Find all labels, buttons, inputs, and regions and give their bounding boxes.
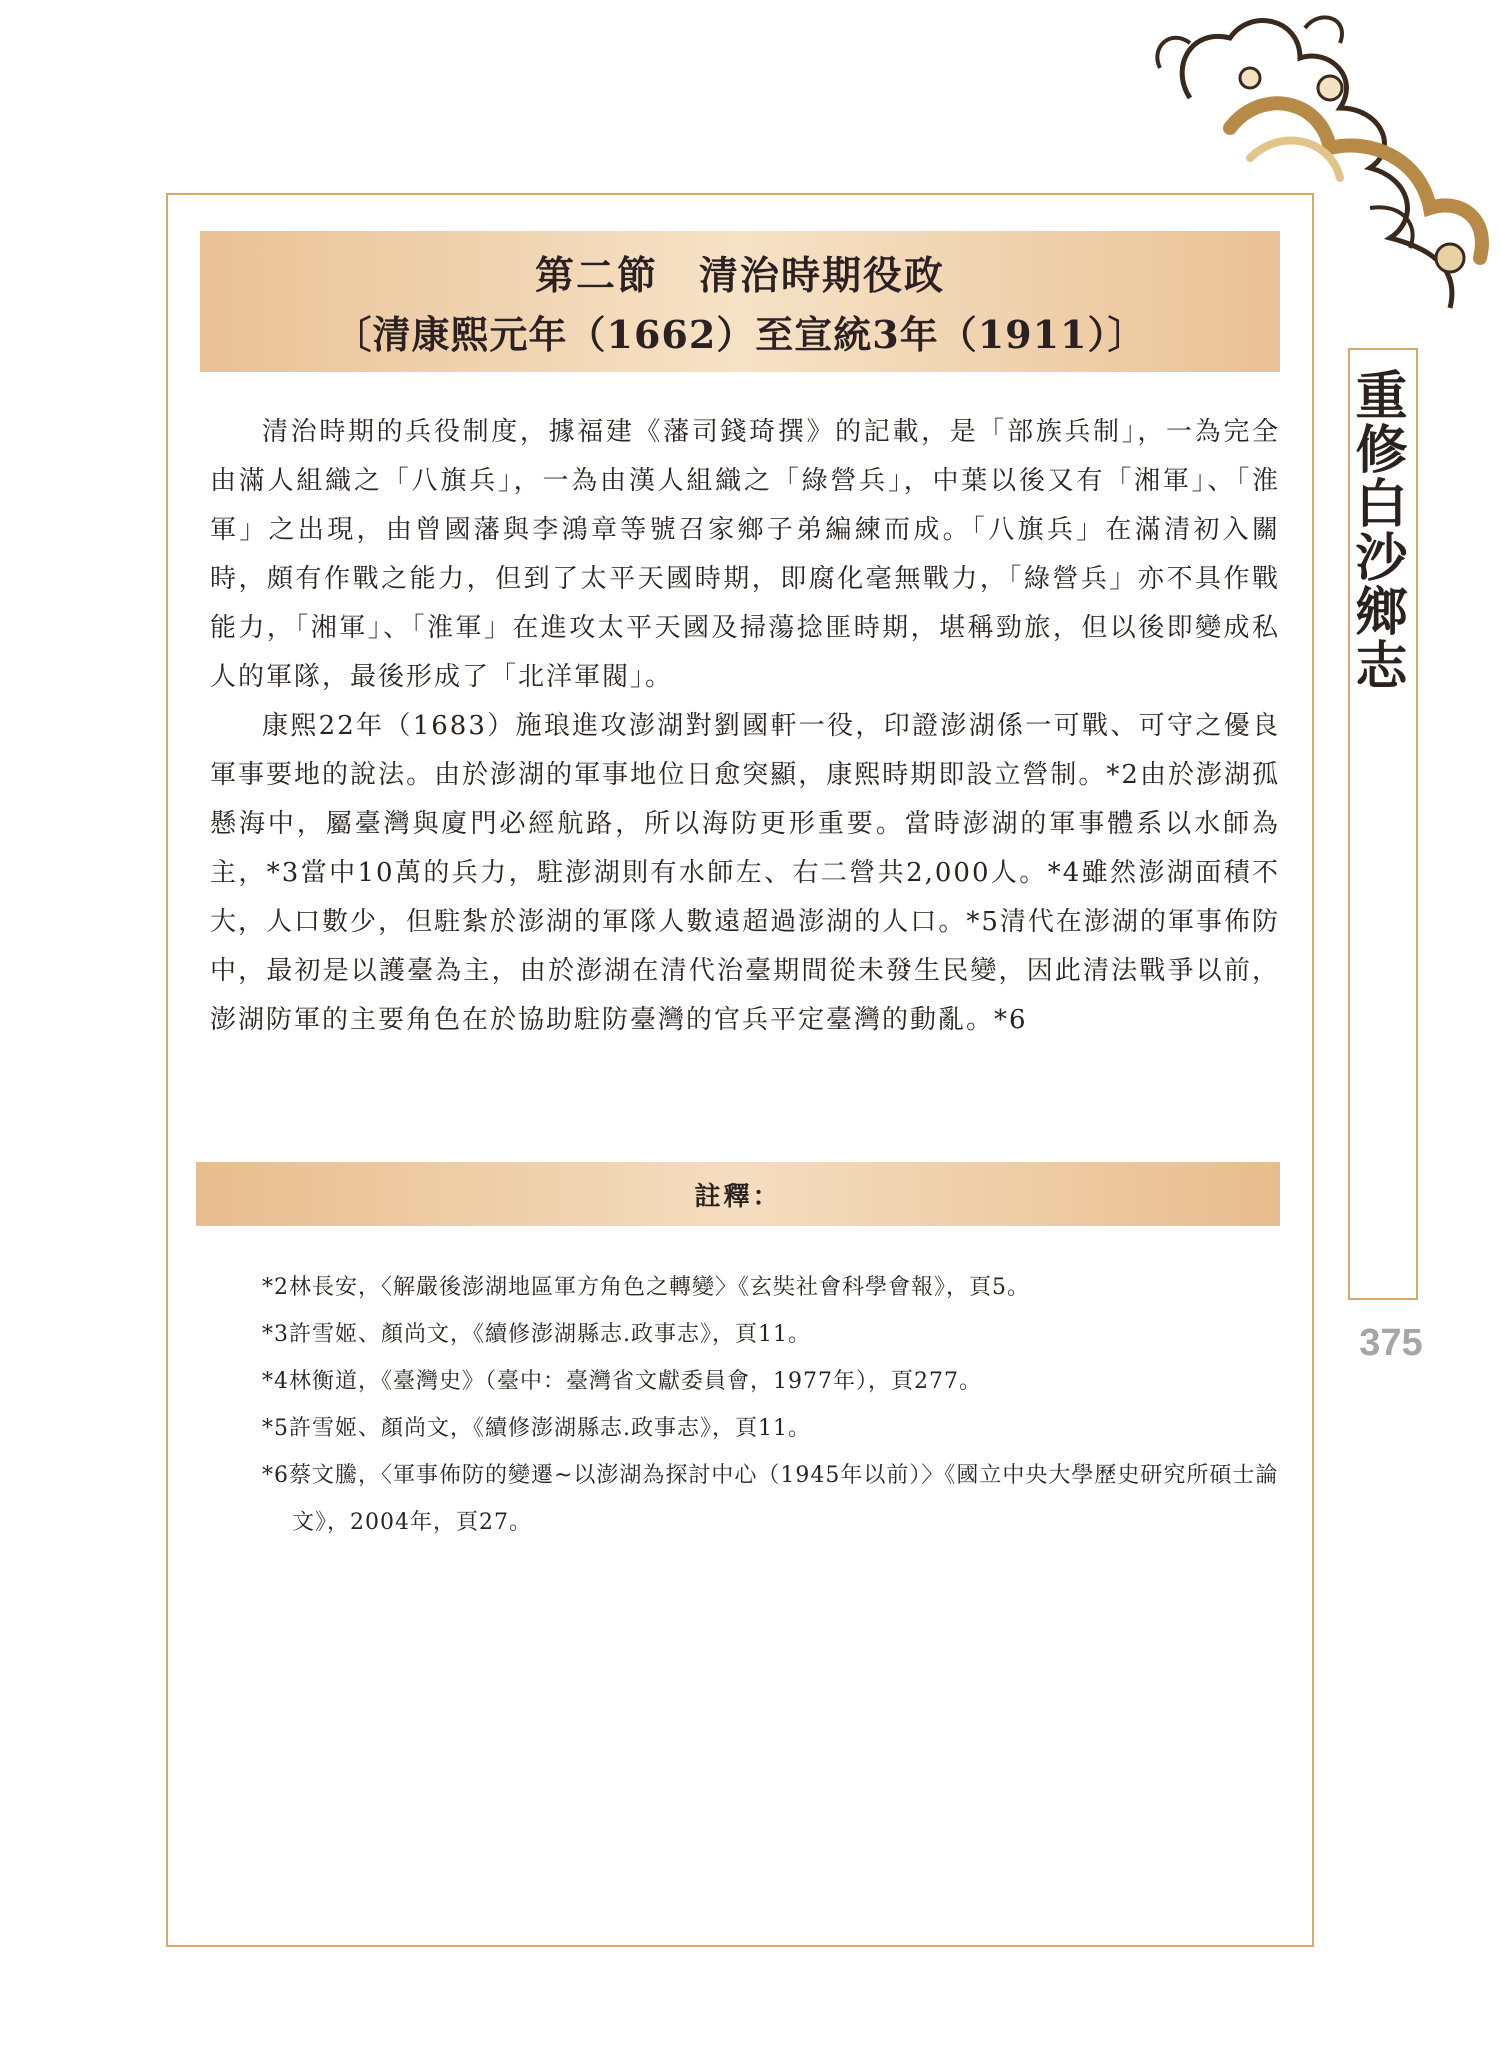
body-text	[210, 408, 1280, 1045]
section-title: 第二節 清治時期役政	[534, 253, 945, 299]
footnote: *4林衡道，《臺灣史》（臺中：臺灣省文獻委員會，1977年），頁277。	[262, 1369, 982, 1394]
paragraph: 清治時期的兵役制度，據福建《藩司錢琦撰》的記載，是「部族兵制」，一為完全由滿人組織之「八旗兵」，一為由漢人組織之「綠營兵」，中葉以後又有「湘軍」、「淮軍」之出現，由曾國藩與李鴻章等號召家鄉子弟編練而成。「八旗兵」在滿清初入關時，頗有作戰之能力，但到了太平天國時期，即腐化毫無戰力，「綠營兵」亦不具作戰能力，「湘軍」、「淮軍」在進攻太平天國及掃蕩捻匪時期，堪稱勁旅，但以後即變成私人的軍隊，最後形成了「北洋軍閥」。	[210, 417, 1280, 692]
paragraph: 康熙22年（1683）施琅進攻澎湖對劉國軒一役，印證澎湖係一可戰、可守之優良軍事要地的說法。由於澎湖的軍事地位日愈突顯，康熙時期即設立營制。*2由於澎湖孤懸海中，屬臺灣與廈門必經航路，所以海防更形重要。當時澎湖的軍事體系以水師為主，*3當中10萬的兵力，駐澎湖則有水師左、右二營共2,000人。*4雖然澎湖面積不大，人口數少，但駐紮於澎湖的軍隊人數遠超過澎湖的人口。*5清代在澎湖的軍事佈防中，最初是以護臺為主，由於澎湖在清代治臺期間從未發生民變，因此清法戰爭以前，澎湖防軍的主要角色在於協助駐防臺灣的官兵平定臺灣的動亂。*6	[210, 711, 1280, 1035]
footnote: *3許雪姬、顏尚文，《續修澎湖縣志.政事志》，頁11。	[262, 1322, 811, 1347]
notes-heading-band	[196, 1162, 1280, 1226]
notes-heading: 註釋：	[694, 1182, 782, 1212]
page-number: 375	[1359, 1322, 1423, 1364]
footnotes-list	[262, 1264, 1282, 1546]
book-title: 重修白沙鄉志	[1346, 368, 1407, 692]
section-title-band	[200, 231, 1280, 372]
footnote: *2林長安，〈解嚴後澎湖地區軍方角色之轉變〉《玄奘社會科學會報》，頁5。	[262, 1275, 1030, 1300]
footnote: *6蔡文騰，〈軍事佈防的變遷~以澎湖為探討中心（1945年以前）〉《國立中央大學歷史研究所碩士論文》，2004年，頁27。	[262, 1463, 1279, 1535]
footnote: *5許雪姬、顏尚文，《續修澎湖縣志.政事志》，頁11。	[262, 1416, 811, 1441]
section-subtitle: 〔清康熙元年（1662）至宣統3年（1911）〕	[333, 312, 1147, 357]
